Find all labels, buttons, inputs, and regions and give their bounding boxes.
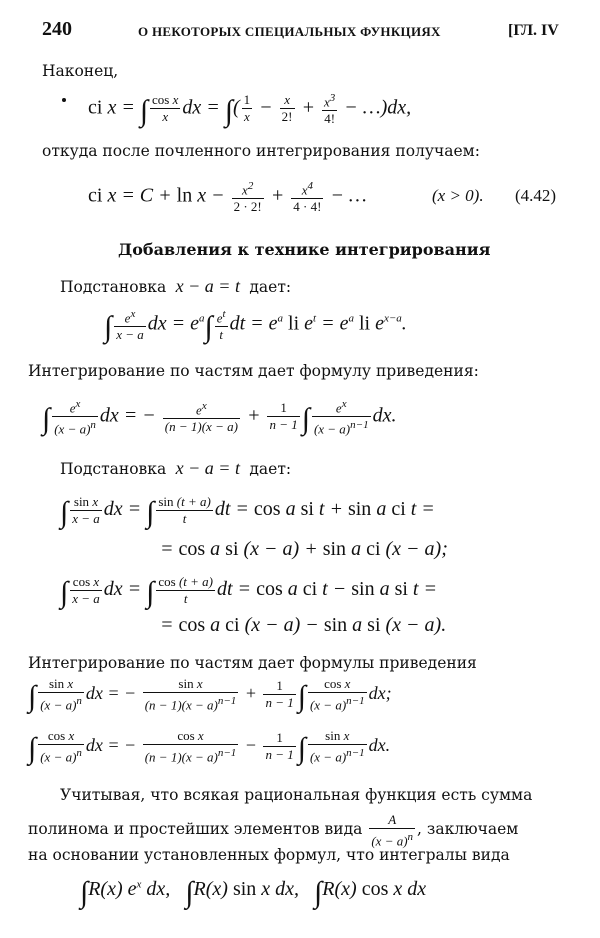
chapter-marker: [ГЛ. IV — [508, 22, 559, 39]
text-by-parts-formulas: Интегрирование по частям дает формулы приведения — [28, 654, 477, 672]
condition-x-positive: (x > 0). — [432, 186, 484, 205]
formula-sin-substitution: ∫ $\frac{\text{sin x}}{x - a}$ dx = ∫ $\frac{\sin (t + a)}{t}$ dt = cos a si t + sin a ci t = — [60, 494, 435, 530]
running-title: О НЕКОТОРЫХ СПЕЦИАЛЬНЫХ ФУНКЦИЯХ — [138, 24, 441, 39]
equation-number: (4.42) — [515, 186, 557, 205]
text-finally: Наконец, — [42, 62, 119, 80]
text-after-integration: откуда после почленного интегрирования получаем: — [42, 142, 480, 160]
page-number: 240 — [42, 18, 72, 40]
gives-word-2: дает: — [249, 460, 292, 478]
formula-substitution-exp: ∫ $\frac{e^x}{x - a}$ dx = $e^a\int$ $\frac{e^t}{t}$ dt = $e^a$ li $e^t = e^a$ li $e^{x-a}$. — [104, 308, 407, 344]
paragraph-line-2a: полинома и простейших элементов вида — [28, 820, 363, 839]
text-substitution-2: Подстановка x − a = t дает: — [60, 458, 292, 478]
formula-reduction-exp: ∫ $\frac{e^x}{(x - a)^n}$ dx = − $\frac{e^x}{(n - 1)(x - a)}$ + $\frac{1}{n - 1}$ ∫ $\frac{e^x}{(x - a)^{n-1}}$ dx. — [42, 398, 397, 437]
paragraph-line-2: полинома и простейших элементов вида $\frac{A}{(x - a)^n}$ , заключаем — [28, 812, 519, 849]
substitution-word: Подстановка — [60, 278, 167, 296]
formula-ci-series: ci x = C + ln x − $\frac{x^2}{2 \cdot 2!}$ + $\frac{x^4}{4 \cdot 4!}$ − … — [88, 180, 367, 215]
formula-cos-result: = cos a ci (x − a) − sin a si (x − a). — [160, 614, 447, 636]
formula-cos-substitution: ∫ $\frac{\text{cos x}}{x - a}$ dx = ∫ $\frac{\cos (t + a)}{t}$ dt = cos a ci t − sin a si t = — [60, 574, 437, 610]
paragraph-line-3: на основании установленных формул, что интегралы вида — [28, 846, 510, 864]
formula-final-integrals: ∫R(x) $e^x$ dx, ∫R(x) sin x dx, ∫R(x) cos x dx — [80, 876, 427, 909]
formula-sin-result: = cos a si (x − a) + sin a ci (x − a); — [160, 538, 448, 560]
bullet-mark — [62, 98, 66, 102]
paragraph-line-1: Учитывая, что всякая рациональная функция есть сумма — [60, 786, 533, 804]
formula-ci-integral: ci x = ∫ $\frac{\text{cos x}}{x}$ dx = ∫( $\frac{1}{x}$ − $\frac{x}{2!}$ + $\frac{x^3}{4!}$ − …)dx, — [88, 92, 412, 128]
text-substitution-1: Подстановка x − a = t дает: — [60, 276, 292, 296]
text-by-parts-formula: Интегрирование по частям дает формулу приведения: — [28, 362, 479, 380]
paragraph-line-2b: , заключаем — [417, 820, 519, 839]
formula-reduction-cos: ∫ $\frac{\text{cos x}}{(x - a)^n}$ dx = − $\frac{\text{cos x}}{(n - 1)(x - a)^{n-1}}$ − $\frac{1}{n - 1}$ ∫ $\frac{\text{sin x}}{(x - a)^{n-1}}$ dx. — [28, 728, 391, 765]
formula-reduction-sin: ∫ $\frac{\text{sin x}}{(x - a)^n}$ dx = − $\frac{\text{sin x}}{(n - 1)(x - a)^{n-1}}$ + $\frac{1}{n - 1}$ ∫ $\frac{\text{cos x}}{(x - a)^{n-1}}$ dx; — [28, 676, 392, 713]
substitution-word-2: Подстановка — [60, 460, 167, 478]
section-title: Добавления к технике интегрирования — [118, 240, 491, 259]
gives-word: дает: — [249, 278, 292, 296]
